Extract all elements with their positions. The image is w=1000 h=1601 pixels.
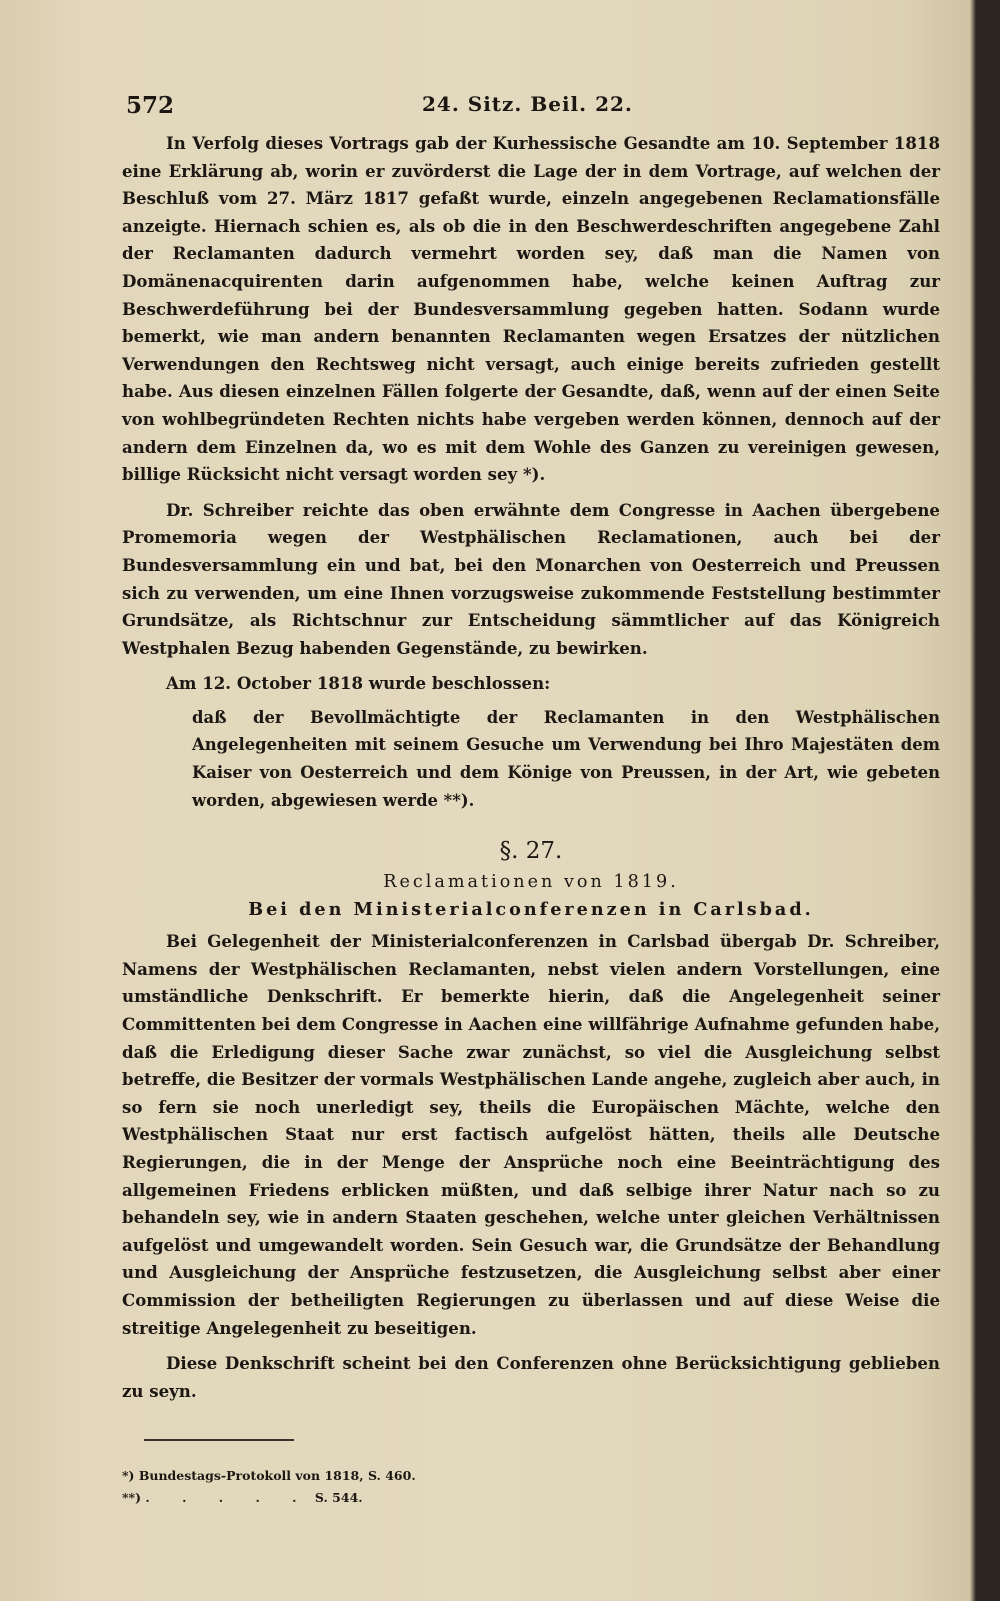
paragraph-2: Dr. Schreiber reichte das oben erwähnte dem Congresse in Aachen übergebene Promemoria wegen der Westphälischen Reclamationen, auch bei der Bundesversammlung ein und bat, bei den Monarchen von Oesterreich und Preussen sich zu verwenden, um eine Ihnen vorzugsweise zukommende Feststellung bestimmter Grundsätze, als Richtschnur zur Entscheidung sämmtlicher auf das Königreich Westphalen Bezug habenden Gegenstände, zu bewirken. <box>122 499 940 658</box>
footnotes <box>122 1465 940 1509</box>
section-title: Reclamationen von 1819. <box>383 872 679 893</box>
page-content <box>122 88 940 1509</box>
section-number: §. 27. <box>499 838 563 865</box>
paragraph-4: Bei Gelegenheit der Ministerialconferenzen in Carlsbad übergab Dr. Schreiber, Namens der Westphälischen Reclamanten, nebst vielen andern Vorstellungen, eine umständliche Denkschrift. Er bemerkte hierin, daß die Angelegenheit seiner Committenten bei dem Congresse in Aachen eine willfährige Aufnahme gefunden habe, daß die Erledigung dieser Sache zwar zunächst, so viel die Ausgleichung selbst betreffe, die Besitzer der vormals Westphälischen Lande angehe, zugleich aber auch, in so fern sie noch unerledigt sey, theils die Europäischen Mächte, welche den Westphälischen Staat nur erst factisch aufgelöst hätten, theils alle Deutsche Regierungen, die in der Menge der Ansprüche noch eine Beeinträchtigung des allgemeinen Friedens erblicken müßten, und daß selbige ihrer Natur nach so zu behandeln sey, wie in andern Staaten geschehen, welche unter gleichen Verhältnissen aufgelöst und umgewandelt worden. Sein Gesuch war, die Grundsätze der Behandlung und Ausgleichung der Ansprüche festzusetzen, die Ausgleichung selbst aber einer Commission der betheiligten Regierungen zu überlassen und auf diese Weise die streitige Angelegenheit zu beseitigen. <box>122 931 940 1338</box>
page-header <box>122 88 940 128</box>
page-number: 572 <box>126 92 175 119</box>
footnote-1-text: Bundestags-Protokoll von 1818, S. 460. <box>138 1468 416 1484</box>
running-head: 24. Sitz. Beil. 22. <box>422 92 633 116</box>
footnote-1-marker: *) <box>122 1468 135 1484</box>
footnote-divider <box>144 1439 294 1441</box>
footnote-2-ditto: . . . . . <box>145 1490 311 1506</box>
footnote-1 <box>122 1465 940 1487</box>
paragraph-3: Am 12. October 1818 wurde beschlossen: <box>166 673 551 694</box>
resolution-quote: daß der Bevollmächtigte der Reclamanten in den Westphälischen Angelegenheiten mit seinem Gesuche um Verwendung bei Ihro Majestäten dem Kaiser von Oesterreich und dem Könige von Preussen, in der Art, wie gebeten worden, abgewiesen werde **). <box>192 707 940 810</box>
book-spine-edge <box>976 0 1000 1601</box>
footnote-2 <box>122 1487 940 1509</box>
paragraph-1: In Verfolg dieses Vortrags gab der Kurhessische Gesandte am 10. September 1818 eine Erklärung ab, worin er zuvörderst die Lage der in dem Vortrage, auf welchen der Beschluß vom 27. März 1817 gefaßt wurde, einzeln angegebenen Reclamationsfälle anzeigte. Hiernach schien es, als ob die in den Beschwerdeschriften angegebene Zahl der Reclamanten dadurch vermehrt worden sey, daß man die Namen von Domänenacquirenten darin aufgenommen habe, welche keinen Auftrag zur Beschwerdeführung bei der Bundesversammlung gegeben hatten. Sodann wurde bemerkt, wie man andern benannten Reclamanten wegen Ersatzes der nützlichen Verwendungen den Rechtsweg nicht versagt, auch einige bereits zufrieden gestellt habe. Aus diesen einzelnen Fällen folgerte der Gesandte, daß, wenn auf der einen Seite von wohlbegründeten Rechten nichts habe vergeben werden können, dennoch auf der andern dem Einzelnen da, wo es mit dem Wohle des Ganzen zu vereinigen gewesen, billige Rücksicht nicht versagt worden sey *). <box>122 133 940 485</box>
paragraph-5: Diese Denkschrift scheint bei den Conferenzen ohne Berücksichtigung geblieben zu seyn. <box>122 1353 940 1401</box>
footnote-2-marker: **) <box>122 1490 141 1506</box>
footnote-2-text: S. 544. <box>314 1490 363 1506</box>
section-subtitle: Bei den Ministerialconferenzen in Carlsbad. <box>248 899 814 921</box>
